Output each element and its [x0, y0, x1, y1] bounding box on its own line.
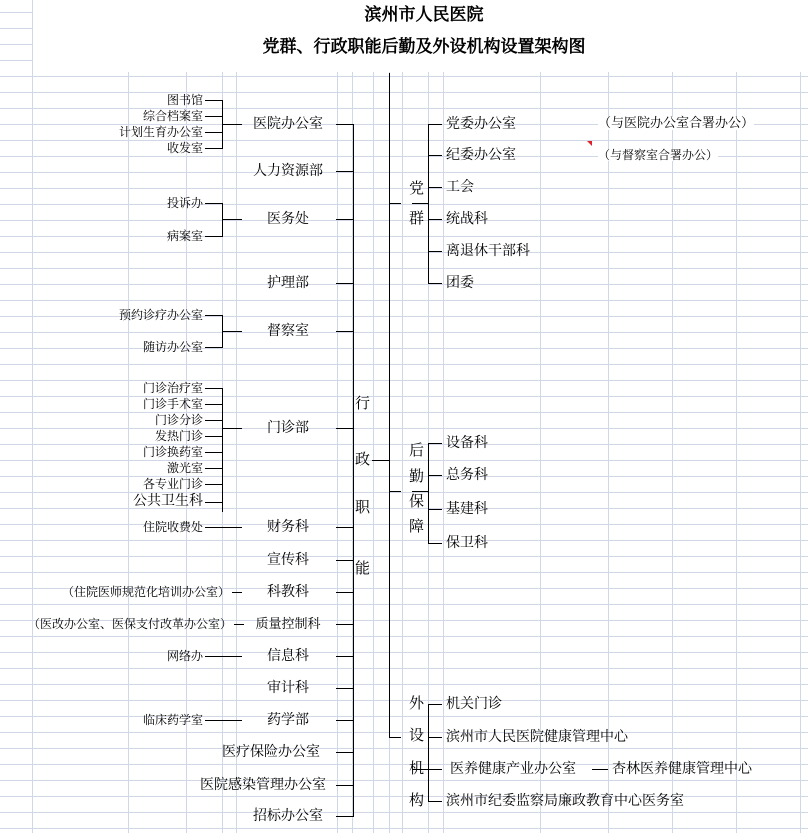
dept-pharmacy: 药学部 — [267, 712, 309, 728]
equipment-dept: 设备科 — [446, 435, 488, 451]
party-committee-office: 党委办公室 — [446, 116, 516, 132]
dept-inspection: 督察室 — [267, 323, 309, 339]
sub-mail-room: 收发室 — [166, 141, 203, 155]
dept-hospital-office: 医院办公室 — [253, 116, 323, 132]
security-dept: 保卫科 — [446, 535, 488, 551]
admin-label-4: 能 — [355, 559, 371, 577]
youth-league: 团委 — [446, 275, 474, 291]
dept-quality-control: 质量控制科 — [255, 617, 321, 632]
dept-audit: 审计科 — [267, 680, 309, 696]
xinglin-care-center: 杏林医养健康管理中心 — [612, 761, 752, 777]
logistics-label-3: 保 — [409, 492, 425, 510]
dept-outpatient: 门诊部 — [267, 420, 309, 436]
sub-followup: 随访办公室 — [142, 340, 203, 354]
sub-inpatient-billing: 住院收费处 — [142, 520, 203, 534]
sub-specialty-clinics: 各专业门诊 — [142, 477, 203, 491]
sub-op-surgery: 门诊手术室 — [142, 397, 203, 411]
elderly-care-office: 医养健康产业办公室 — [450, 761, 576, 777]
sub-clinical-pharmacy: 临床药学室 — [142, 713, 203, 727]
health-management-center: 滨州市人民医院健康管理中心 — [446, 729, 628, 745]
external-label-3: 机 — [409, 759, 425, 777]
logistics-label-2: 勤 — [409, 467, 425, 485]
dept-education: 科教科 — [267, 584, 309, 600]
party-label-1: 党 — [409, 179, 425, 197]
government-clinic: 机关门诊 — [446, 696, 502, 712]
external-label-1: 外 — [409, 694, 425, 712]
dept-infection-control: 医院感染管理办公室 — [200, 777, 326, 793]
dept-finance: 财务科 — [267, 519, 309, 535]
dept-tender: 招标办公室 — [253, 808, 323, 824]
admin-label-1: 行 — [355, 394, 371, 412]
sub-op-dressing: 门诊换药室 — [142, 445, 203, 459]
infrastructure: 基建科 — [446, 501, 488, 517]
dept-medical-insurance: 医疗保险办公室 — [222, 744, 320, 760]
labor-union: 工会 — [446, 179, 474, 195]
dept-publicity: 宣传科 — [267, 552, 309, 568]
sub-records: 病案室 — [166, 229, 203, 243]
party-label-2: 群 — [409, 209, 425, 227]
sub-family-planning: 计划生育办公室 — [118, 125, 203, 139]
dept-nursing: 护理部 — [267, 275, 309, 291]
general-affairs: 总务科 — [446, 467, 488, 483]
sub-reform-office: （医改办公室、医保支付改革办公室） — [27, 617, 232, 631]
page-title: 滨州市人民医院 — [364, 5, 484, 25]
retired-cadres: 离退休干部科 — [446, 243, 530, 259]
sub-op-triage: 门诊分诊 — [154, 413, 203, 427]
admin-label-2: 政 — [355, 450, 371, 468]
sub-archives: 综合档案室 — [142, 109, 203, 123]
sub-op-treatment: 门诊治疗室 — [142, 381, 203, 395]
note-joint-inspection: （与督察室合署办公） — [598, 148, 719, 162]
dept-information: 信息科 — [267, 648, 309, 664]
integrity-education-clinic: 滨州市纪委监察局廉政教育中心医务室 — [446, 793, 684, 809]
sub-laser: 激光室 — [166, 461, 203, 475]
note-joint-office: （与医院办公室合署办公） — [598, 116, 755, 131]
comment-marker — [587, 141, 592, 146]
logistics-label-4: 障 — [409, 517, 425, 535]
admin-label-3: 职 — [355, 498, 371, 516]
external-label-2: 设 — [409, 726, 425, 744]
sub-complaints: 投诉办 — [166, 196, 203, 210]
sub-resident-training: （住院医师规范化培训办公室） — [61, 585, 230, 599]
sub-network: 网络办 — [166, 649, 203, 663]
dept-medical-affairs: 医务处 — [267, 211, 309, 227]
sub-public-health: 公共卫生科 — [133, 493, 203, 509]
discipline-office: 纪委办公室 — [446, 147, 516, 163]
united-front: 统战科 — [446, 211, 488, 227]
sub-appointment: 预约诊疗办公室 — [118, 308, 203, 322]
page-subtitle: 党群、行政职能后勤及外设机构设置架构图 — [262, 37, 586, 57]
sub-library: 图书馆 — [166, 93, 203, 107]
logistics-label-1: 后 — [409, 441, 425, 459]
sub-fever-clinic: 发热门诊 — [154, 429, 203, 443]
dept-hr: 人力资源部 — [253, 163, 323, 179]
external-label-4: 构 — [409, 791, 425, 809]
